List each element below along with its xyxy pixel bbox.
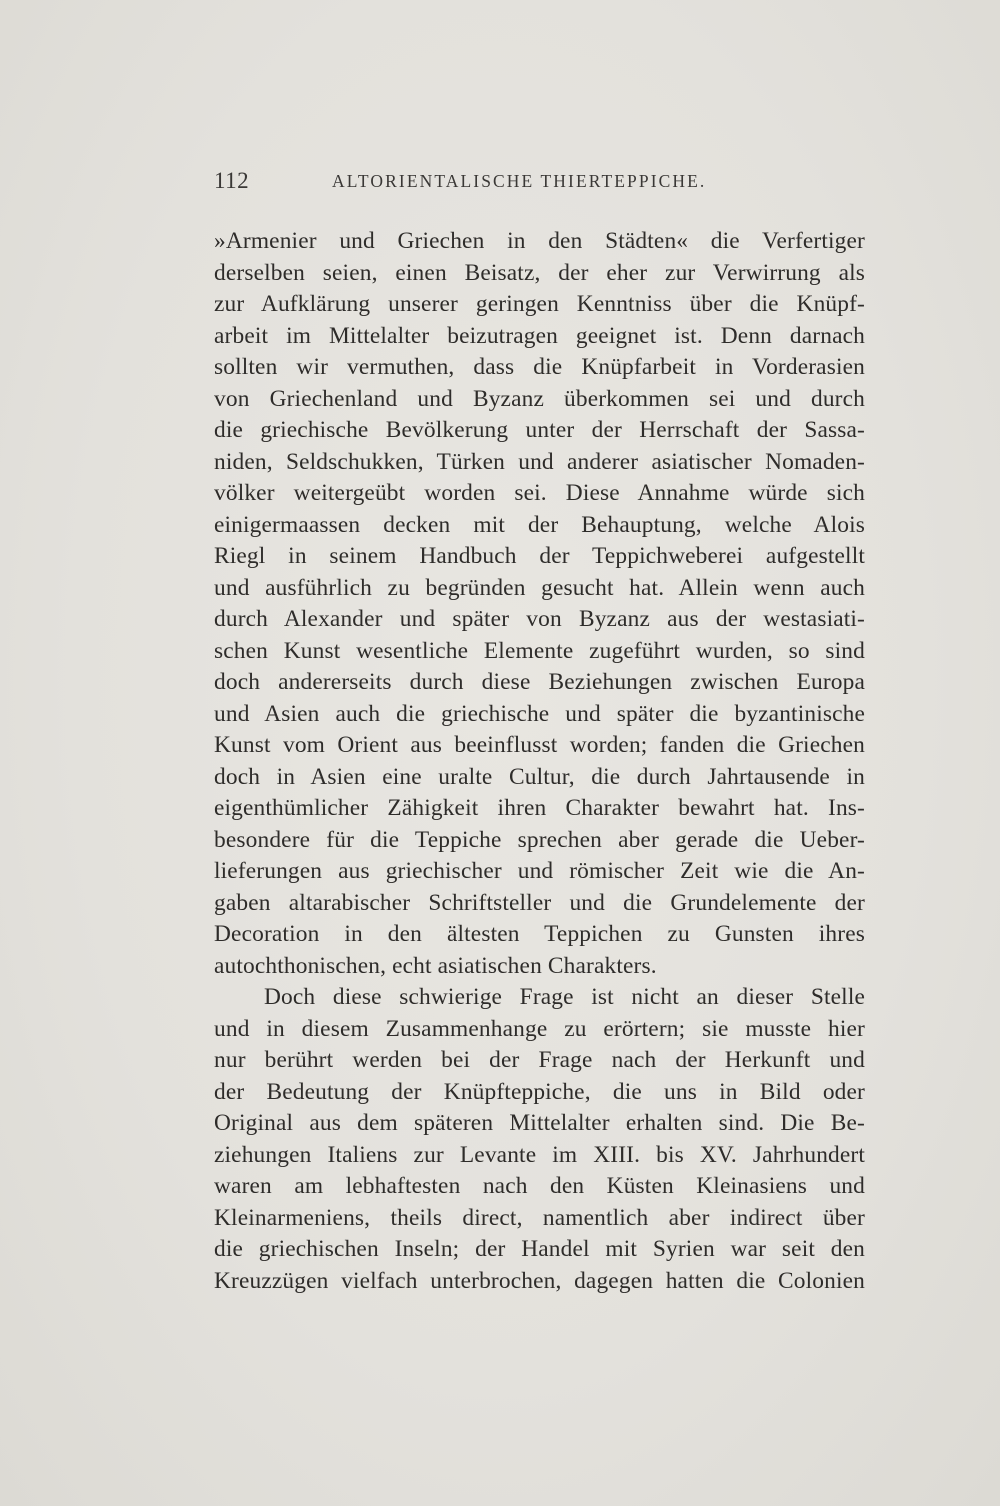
text-line: sollten wir vermuthen, dass die Knüpfarbeit in Vorderasien	[214, 354, 865, 380]
text-line: besondere für die Teppiche sprechen aber gerade die Ueber-	[214, 826, 865, 853]
text-line: völker weitergeübt worden sei. Diese Annahme würde sich	[214, 480, 865, 506]
text-line: die griechischen Inseln; der Handel mit Syrien war seit den	[214, 1236, 865, 1262]
text-line: niden, Seldschukken, Türken und anderer asiatischer Nomaden-	[214, 448, 865, 475]
text-line: waren am lebhaftesten nach den Küsten Kleinasiens und	[214, 1173, 865, 1199]
text-line: der Bedeutung der Knüpfteppiche, die uns in Bild oder	[214, 1078, 865, 1105]
text-line: doch andererseits durch diese Beziehungen zwischen Europa	[214, 669, 865, 695]
text-line: eigenthümlicher Zähigkeit ihren Charakter bewahrt hat. Ins-	[214, 795, 865, 821]
text-line: »Armenier und Griechen in den Städten« die Verfertiger	[214, 228, 865, 254]
text-line: einigermaassen decken mit der Behauptung, welche Alois	[214, 511, 865, 538]
running-title: ALTORIENTALISCHE THIERTEPPICHE.	[332, 171, 707, 191]
text-line: und Asien auch die griechische und später die byzantinische	[214, 700, 865, 727]
text-line: lieferungen aus griechischer und römischer Zeit wie die An-	[214, 858, 865, 884]
text-line: von Griechenland und Byzanz überkommen sei und durch	[214, 385, 865, 412]
text-line: die griechische Bevölkerung unter der Herrschaft der Sassa-	[214, 417, 865, 443]
text-line: Doch diese schwierige Frage ist nicht an dieser Stelle	[264, 984, 865, 1010]
text-line: und ausführlich zu begründen gesucht hat. Allein wenn auch	[214, 574, 865, 601]
text-line: arbeit im Mittelalter beizutragen geeignet ist. Denn darnach	[214, 322, 865, 349]
body-text	[214, 226, 865, 1297]
text-line: Kreuzzügen vielfach unterbrochen, dagegen hatten die Colonien	[214, 1267, 865, 1294]
text-line: ziehungen Italiens zur Levante im XIII. bis XV. Jahrhundert	[214, 1141, 865, 1168]
text-line: durch Alexander und später von Byzanz aus der westasiati-	[214, 606, 865, 632]
page-number: 112	[214, 168, 250, 193]
text-line: gaben altarabischer Schriftsteller und die Grundelemente der	[214, 889, 865, 916]
text-line: Kleinarmeniens, theils direct, namentlich aber indirect über	[214, 1204, 865, 1231]
text-line: autochthonischen, echt asiatischen Charakters.	[214, 952, 657, 979]
text-line: Decoration in den ältesten Teppichen zu Gunsten ihres	[214, 921, 865, 947]
text-line: zur Aufklärung unserer geringen Kenntniss über die Knüpf-	[214, 291, 865, 317]
text-line: und in diesem Zusammenhange zu erörtern; sie musste hier	[214, 1015, 865, 1042]
text-line: Riegl in seinem Handbuch der Teppichweberei aufgestellt	[214, 543, 865, 569]
text-line: doch in Asien eine uralte Cultur, die durch Jahrtausende in	[214, 763, 865, 790]
text-line: derselben seien, einen Beisatz, der eher zur Verwirrung als	[214, 259, 865, 286]
text-line: schen Kunst wesentliche Elemente zugeführt wurden, so sind	[214, 637, 865, 664]
running-header	[214, 168, 874, 198]
paragraph-1	[214, 226, 865, 982]
text-line: Original aus dem späteren Mittelalter erhalten sind. Die Be-	[214, 1110, 865, 1136]
paragraph-2	[214, 982, 865, 1297]
text-line: nur berührt werden bei der Frage nach der Herkunft und	[214, 1047, 865, 1073]
text-line: Kunst vom Orient aus beeinflusst worden; fanden die Griechen	[214, 732, 865, 758]
